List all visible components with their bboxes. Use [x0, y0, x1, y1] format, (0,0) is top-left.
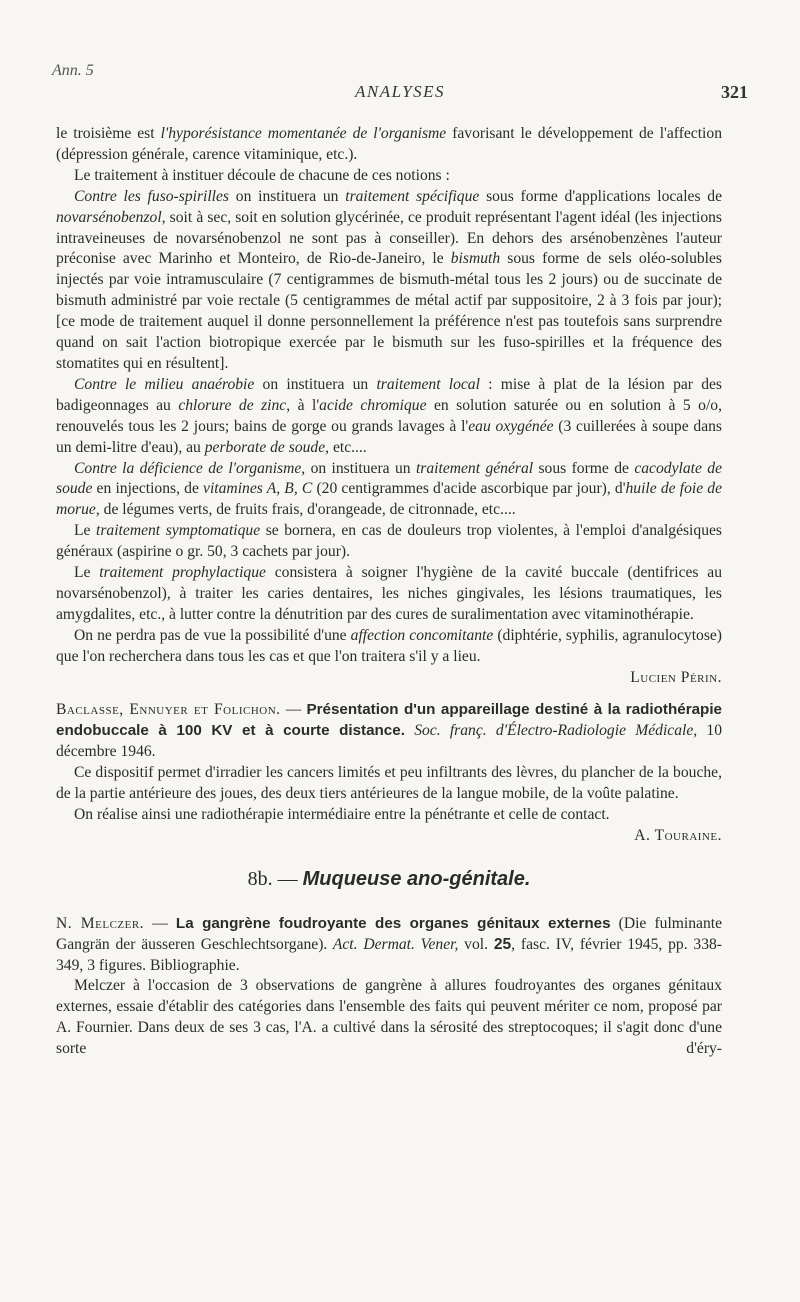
section-heading: 8b. — Muqueuse ano-génitale.: [247, 867, 531, 890]
running-title: ANALYSES: [354, 82, 446, 101]
paragraph: Le traitement symptomatique se bornera, en cas de douleurs trop violentes, à l'emploi d'analgésiques généraux (aspirine o gr. 50, 3 cachets par jour).: [56, 522, 722, 561]
article-citation: N. Melczer. — La gangrène foudroyante des organes génitaux externes (Die fulminante Gangrän der äusseren Geschlechtsorgane). Act. Dermat. Vener, vol. 25, fasc. IV, février 1945, pp. 338-349, 3 figures. Bibliographie.: [56, 914, 723, 974]
spacer: [56, 688, 722, 700]
section-title: Muqueuse ano-génitale.: [302, 867, 531, 890]
citation-authors: N. Melczer.: [56, 914, 145, 932]
article-title: La gangrène foudroyante des organes génitaux externes: [175, 914, 611, 932]
author-signature: Lucien Périn.: [630, 668, 722, 686]
paragraph: Contre le milieu anaérobie on instituera un traitement local : mise à plat de la lésion par des badigeonnages au chlorure de zinc, à l'acide chromique en solution saturée ou en solution à 5 o/o, renouvelés tous les 2 jours; bains de gorge ou grands lavages à l'eau oxygénée (3 cuillerées à soupe dans un demi-litre d'eau), au perborate de soude, etc....: [56, 375, 722, 456]
section-number: 8b.: [247, 867, 273, 890]
page-header: [52, 62, 748, 102]
citation-authors: Baclasse, Ennuyer et Folichon.: [56, 701, 281, 719]
article-citation: Baclasse, Ennuyer et Folichon. — Présentation d'un appareillage destiné à la radiothérapie endobuccale à 100 KV et à courte distance. Soc. franç. d'Électro-Radiologie Médicale, 10 décembre 1946.: [56, 701, 722, 761]
page-body: [56, 124, 722, 1060]
paragraph: Contre les fuso-spirilles on instituera un traitement spécifique sous forme d'applications locales de novarsénobenzol, soit à sec, soit en solution glycérinée, ce produit représentant l'agent idéal (les injections intraveineuses de novarsénobenzol ne sont pas à conseiller). En dehors des arsénobenzènes l'auteur préconise avec Marinho et Monteiro, de Rio-de-Janeiro, le bismuth sous forme de sels oléo-solubles injectés par voie intramusculaire (7 centigrammes de bismuth-métal tous les 2 jours) ou de succinate de bismuth administré par voie rectale (5 centigrammes de métal actif par suppositoire, 2 à 3 fois par jour); [ce mode de traitement auquel il donne personnellement la préférence n'est pas toutefois sans surprendre quand on sait l'action biotropique exercée par le bismuth sur les fuso-spirilles et la fréquence des stomatites qui en résultent].: [56, 187, 723, 372]
paragraph: On ne perdra pas de vue la possibilité d'une affection concomitante (diphtérie, syphilis, agranulocytose) que l'on recherchera dans tous les cas et que l'on traitera s'il y a lieu.: [56, 626, 723, 665]
article-title: Présentation d'un appareillage destiné à la radiothérapie endobuccale à 100 KV et à courte distance.: [56, 701, 722, 740]
paragraph: Ce dispositif permet d'irradier les cancers limités et peu infiltrants des lèvres, du plancher de la bouche, de la partie antérieure des joues, des deux tiers antérieures de la langue mobile, de la voûte palatine.: [56, 764, 722, 803]
paragraph: On réalise ainsi une radiothérapie intermédiaire entre la pénétrante et celle de contact.: [74, 806, 610, 823]
paragraph: Le traitement prophylactique consistera à soigner l'hygiène de la cavité buccale (dentifrices au novarsénobenzol), à traiter les caries dentaires, les niches gingivales, les lésions traumatiques, les amygdalites, etc., à lutter contre la dénutrition par des cures de suralimentation avec vitaminothérapie.: [56, 564, 722, 623]
paragraph: Melczer à l'occasion de 3 observations de gangrène à allures foudroyantes des organes génitaux externes, essaie d'établir des catégories dans l'ensemble des faits qui peuvent mériter ce nom, proposé par A. Fournier. Dans deux de ses 3 cas, l'A. a cultivé dans la sérosité des streptocoques; il s'agit donc d'une sorte d'éry-: [56, 977, 722, 1058]
page-number: 321: [721, 82, 748, 102]
running-head-left: Ann. 5: [52, 62, 94, 79]
paragraph: Contre la déficience de l'organisme, on instituera un traitement général sous forme de cacodylate de soude en injections, de vitamines A, B, C (20 centigrammes d'acide ascorbique par jour), d'huile de foie de morue, de légumes verts, de fruits frais, d'orangeade, de citronnade, etc....: [56, 459, 723, 519]
paragraph: Le traitement à instituer découle de chacune de ces notions :: [74, 166, 450, 184]
paragraph: le troisième est l'hyporésistance momentanée de l'organisme favorisant le développement de l'affection (dépression générale, carence vitaminique, etc.).: [56, 125, 722, 163]
author-signature: A. Touraine.: [634, 826, 722, 844]
